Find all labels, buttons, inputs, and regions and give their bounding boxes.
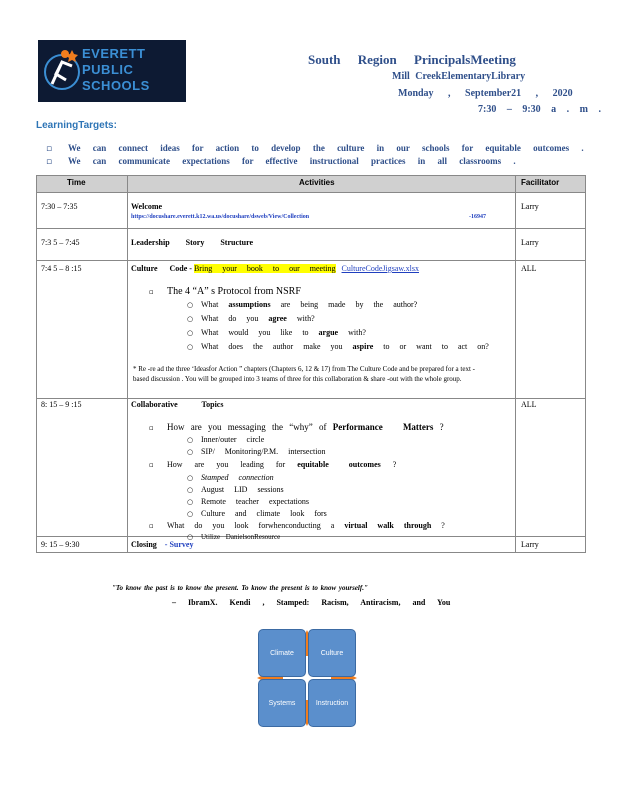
jigsaw-link[interactable]: CultureCodeJigsaw.xlsx	[341, 264, 419, 273]
meeting-title: South Region PrincipalsMeeting	[308, 52, 516, 67]
question-post: with?	[296, 314, 315, 323]
title-dash: -	[189, 264, 192, 273]
question-item	[187, 300, 417, 309]
row-time: 9: 15 – 9:30	[41, 540, 80, 549]
topic-subitem-text: August LID sessions	[201, 485, 284, 494]
header-facilitator: Facilitator	[521, 178, 560, 187]
highlighted-note: Bring your book to our meeting	[193, 264, 336, 273]
row-time: 8: 15 – 9 :15	[41, 400, 82, 409]
row-divider	[37, 536, 585, 537]
learning-target-1-text: We can connect ideas for action to develop the culture in our schools for equitable outcomes .	[68, 143, 584, 153]
row-title: Closing	[131, 540, 157, 549]
question-post: to or want to act on?	[383, 342, 489, 351]
question-item	[187, 328, 366, 337]
topic-tail: ?	[439, 422, 444, 432]
topic-subitem	[187, 447, 325, 456]
circle-bullet-icon: ○	[187, 343, 194, 351]
bullet-icon: ▫	[46, 157, 53, 167]
row-facilitator: Larry	[521, 202, 539, 211]
row-facilitator: ALL	[521, 400, 537, 409]
column-divider	[127, 176, 128, 552]
bullet-icon: ▫	[149, 424, 154, 432]
row-time: 7:4 5 – 8 :15	[41, 264, 82, 273]
topic-subitem	[187, 509, 327, 518]
question-pre: What does the author make you	[201, 342, 343, 351]
column-divider	[515, 176, 516, 552]
topic-item	[149, 521, 445, 530]
question-item	[187, 314, 315, 323]
topic-subitem	[187, 533, 280, 541]
bullet-icon: ▫	[149, 461, 154, 469]
question-key: argue	[318, 328, 339, 337]
row-title: Culture Code	[131, 264, 188, 273]
question-post: are being made by the author?	[280, 300, 418, 309]
topic-text: How are you messaging the “why” of	[167, 422, 327, 432]
bullet-icon: ▫	[46, 144, 53, 154]
learning-target-1	[46, 143, 584, 154]
circle-bullet-icon: ○	[187, 474, 194, 482]
question-pre: What do you	[201, 314, 259, 323]
climate-box: Climate	[258, 629, 306, 677]
four-quadrant-diagram	[255, 626, 359, 730]
systems-box: Systems	[258, 679, 306, 727]
row-time: 7:3 5 – 7:45	[41, 238, 80, 247]
row-facilitator: ALL	[521, 264, 537, 273]
protocol-heading	[149, 286, 301, 297]
topic-text: How are you leading for	[167, 460, 286, 469]
row-title-line	[131, 264, 419, 273]
row-divider	[37, 228, 585, 229]
topic-item	[149, 422, 444, 432]
row-title-line	[131, 540, 193, 549]
row-divider	[37, 398, 585, 399]
topic-subitem-text: Remote teacher expectations	[201, 497, 309, 506]
protocol-text: The 4 “A” s Protocol from NSRF	[167, 286, 301, 297]
topic-subitem-text: Inner/outer circle	[201, 435, 265, 444]
topic-subitem	[187, 497, 309, 506]
topic-item	[149, 460, 396, 469]
question-key: assumptions	[228, 300, 271, 309]
instruction-box: Instruction	[308, 679, 356, 727]
meeting-date: Monday , September21 , 2020	[398, 88, 573, 99]
circle-bullet-icon: ○	[187, 448, 194, 456]
topic-subitem-text: Utilize DanielsonResource	[201, 533, 281, 541]
logo-text	[82, 46, 150, 94]
question-post: with?	[348, 328, 366, 337]
circle-bullet-icon: ○	[187, 486, 194, 494]
welcome-link[interactable]: https://docushare.everett.k12.wa.us/docushare/dsweb/View/Collection	[131, 214, 310, 220]
meeting-time: 7:30 – 9:30 a . m .	[478, 104, 601, 115]
question-item	[187, 342, 489, 351]
title-dash: -	[164, 540, 168, 549]
row-divider	[37, 260, 585, 261]
row-facilitator: Larry	[521, 540, 539, 549]
topic-key: Performance Matters	[332, 422, 434, 432]
row-title: Leadership Story Structure	[131, 238, 254, 247]
question-pre: What would you like to	[201, 328, 309, 337]
agenda-table	[36, 175, 586, 553]
learning-target-2	[46, 156, 516, 167]
topic-tail: ?	[441, 521, 445, 530]
circle-bullet-icon: ○	[187, 498, 194, 506]
row-title: Welcome	[131, 202, 163, 211]
header-activities: Activities	[299, 178, 335, 187]
meeting-location: Mill CreekElementaryLibrary	[392, 71, 526, 82]
topic-subitem-text: Stamped connection	[201, 473, 274, 482]
bullet-icon: ▫	[149, 522, 154, 530]
header-time: Time	[67, 178, 86, 187]
topic-subitem-text: SIP/ Monitoring/P.M. intersection	[201, 447, 326, 456]
reading-note: * Re -re ad the three ‘Ideasfor Action ” chapters (Chapters 6, 12 & 17) from The Culture Code and be prepared for a text -based discussion . You will be grouped into 3 teams of three for this collaboration & share -out with the whole group.	[133, 365, 475, 383]
welcome-link-suffix[interactable]: -16947	[469, 214, 486, 220]
topic-subitem	[187, 473, 274, 482]
circle-bullet-icon: ○	[187, 329, 194, 337]
quote-attribution: – IbramX. Kendi , Stamped: Racism, Antiracism, and You	[172, 598, 451, 607]
learning-target-2-text: We can communicate expectations for effective instructional practices in all classrooms .	[68, 156, 516, 166]
question-key: aspire	[352, 342, 374, 351]
logo-line2: PUBLIC	[82, 62, 134, 77]
district-logo	[38, 40, 186, 102]
topic-subitem	[187, 485, 284, 494]
topic-key: virtual walk through	[344, 521, 432, 530]
topic-subitem-text: Culture and climate look fors	[201, 509, 327, 518]
culture-box: Culture	[308, 629, 356, 677]
circle-bullet-icon: ○	[187, 436, 194, 444]
row-facilitator: Larry	[521, 238, 539, 247]
circle-bullet-icon: ○	[187, 301, 194, 309]
topic-subitem	[187, 435, 264, 444]
topic-tail: ?	[392, 460, 397, 469]
row-title: Collaborative Topics	[131, 400, 224, 409]
logo-line3: SCHOOLS	[82, 78, 150, 93]
runner-icon	[42, 44, 82, 98]
logo-line1: EVERETT	[82, 46, 146, 61]
circle-bullet-icon: ○	[187, 510, 194, 518]
bullet-icon: ▫	[149, 288, 154, 296]
question-pre: What	[201, 300, 219, 309]
circle-bullet-icon: ○	[187, 315, 194, 323]
learning-targets-heading: LearningTargets:	[36, 120, 117, 131]
topic-text: What do you look forwhenconducting a	[167, 521, 335, 530]
question-key: agree	[268, 314, 287, 323]
survey-link[interactable]: Survey	[169, 540, 194, 549]
row-time: 7:30 – 7:35	[41, 202, 78, 211]
circle-bullet-icon: ○	[187, 533, 194, 541]
topic-key: equitable outcomes	[297, 460, 381, 469]
quote-text: "To know the past is to know the present. To know the present is to know yourself."	[112, 584, 368, 592]
